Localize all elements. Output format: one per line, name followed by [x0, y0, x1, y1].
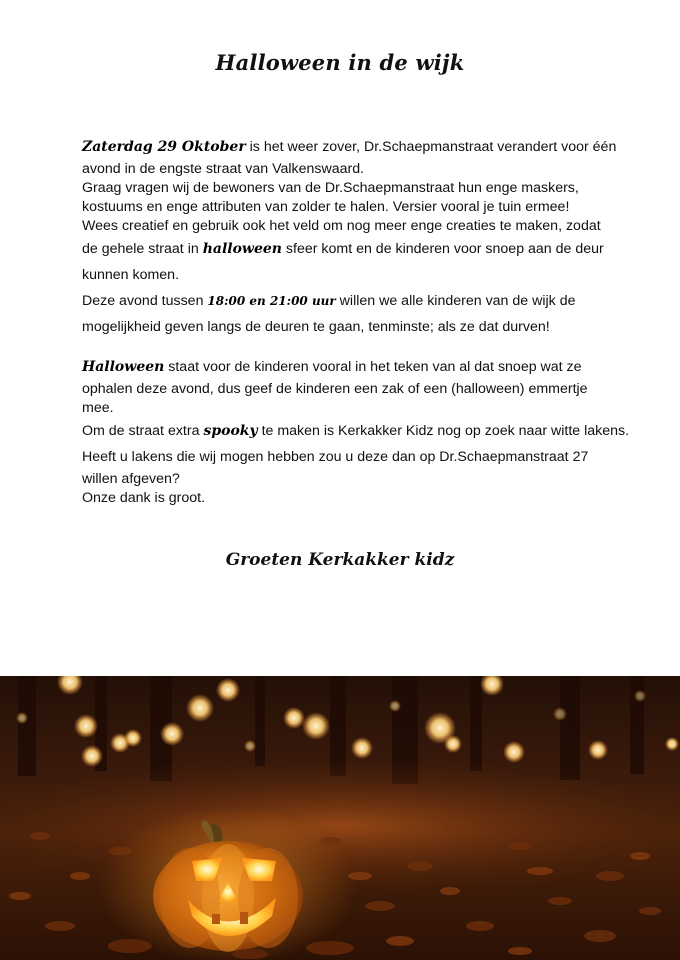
line: Graag vragen wij de bewoners van de Dr.Schaepmanstraat hun enge maskers, [82, 180, 579, 196]
jack-o-lantern-photo [0, 676, 680, 960]
line: kunnen komen. [82, 267, 180, 283]
line: kostuums en enge attributen van zolder te halen. Versier vooral je tuin ermee! [82, 199, 570, 215]
text: willen we alle kinderen van de wijk de [335, 293, 576, 309]
line: avond in de engste straat van Valkenswaard. [82, 161, 365, 177]
text: te maken is Kerkakker Kidz nog op zoek naar witte lakens. [257, 423, 630, 439]
text: staat voor de kinderen vooral in het teken van al dat snoep wat ze [164, 359, 582, 375]
line: Wees creatief en gebruik ook het veld om nog meer enge creaties te maken, zodat [82, 218, 601, 234]
line [82, 288, 602, 314]
line [82, 418, 630, 444]
text: is het weer zover, Dr.Schaepmanstraat verandert voor één [245, 139, 617, 155]
page-title: Halloween in de wijk [215, 50, 465, 75]
halloween-highlight: halloween [202, 241, 282, 257]
signoff: Groeten Kerkakker kidz [225, 550, 455, 570]
line: ophalen deze avond, dus geef de kinderen een zak of een (halloween) emmertje [82, 381, 588, 397]
halloween-highlight: Halloween [82, 359, 165, 375]
line: willen afgeven? [82, 471, 180, 487]
line: mee. [82, 400, 114, 416]
text: Om de straat extra [82, 423, 204, 439]
text: sfeer komt en de kinderen voor snoep aan de deur [281, 241, 604, 257]
time-highlight: 18:00 en 21:00 uur [207, 294, 336, 308]
paragraph-2 [82, 354, 630, 508]
body-text [82, 134, 630, 508]
paragraph-1 [82, 134, 617, 340]
line [82, 134, 617, 160]
line: Onze dank is groot. [82, 490, 206, 506]
spooky-highlight: spooky [203, 423, 258, 439]
line: mogelijkheid geven langs de deuren te gaan, tenminste; als ze dat durven! [82, 319, 550, 335]
line: Heeft u lakens die wij mogen hebben zou u deze dan op Dr.Schaepmanstraat 27 [82, 449, 589, 465]
line [82, 354, 602, 380]
date-highlight: Zaterdag 29 Oktober [82, 139, 246, 155]
text: Deze avond tussen [82, 293, 208, 309]
text: de gehele straat in [82, 241, 203, 257]
halloween-photo-icon [0, 676, 680, 960]
line [82, 236, 602, 262]
